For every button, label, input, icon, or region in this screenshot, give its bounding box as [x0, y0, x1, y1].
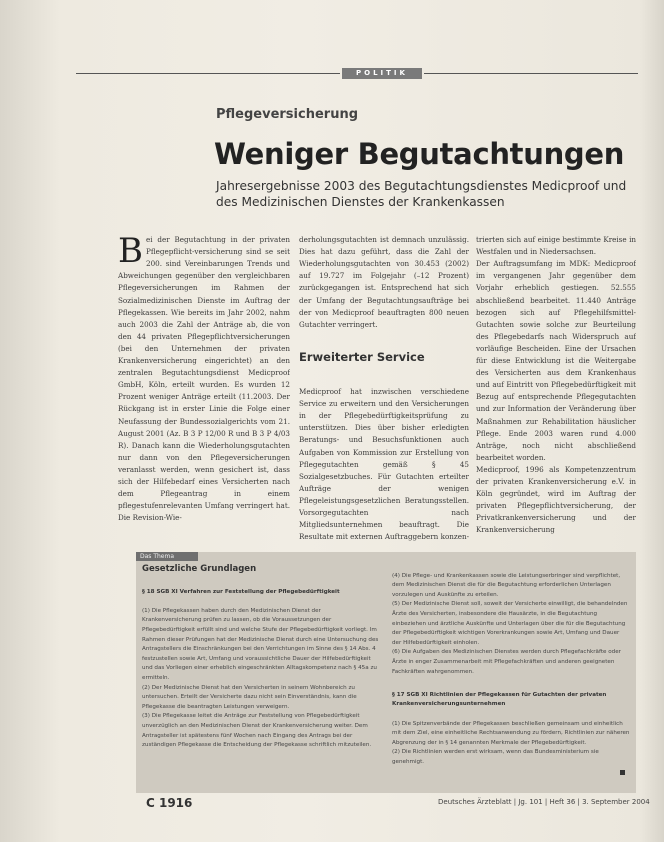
- body-column-2b: [299, 374, 469, 544]
- journal-footer: Deutsches Ärzteblatt | Jg. 101 | Heft 36 | 3. September 2004: [438, 798, 650, 806]
- info-box-title: Gesetzliche Grundlagen: [142, 564, 257, 574]
- info-box-right: [392, 562, 630, 788]
- article-deck: Jahresergebnisse 2003 des Begutachtungsdienstes Medicproof und des Medizinischen Dienstes der Krankenkassen: [216, 179, 627, 209]
- header-rule-right: [424, 73, 638, 74]
- body-text-2: derholungsgutachten ist demnach unzulässig. Dies hat dazu geführt, dass die Zahl der Wiederholungsgutachten von 30.453 (2002) auf 19.727 im Folgejahr (–12 Prozent) zurückgegangen ist. Entsprechend hat sich der Umfang der Begutachtungsaufträge bei der von Medicproof beauftragten 800 neuen Gutachter verringert.: [299, 235, 469, 329]
- section-subhead: Erweiterter Service: [299, 350, 425, 364]
- header-rule: [76, 73, 340, 74]
- article-kicker: Pflegeversicherung: [216, 107, 359, 122]
- info-box-tag: Das Thema: [136, 552, 198, 561]
- info-box-right-text: (4) Die Pflege- und Krankenkassen sowie die Leistungserbringer sind verpflichtet, dem Medizinischen Dienst die für die Begutachtung erforderlichen Unterlagen vorzulegen und Auskünfte zu erteilen. (5) Der Medizinische Dienst soll, soweit der Versicherte einwilligt, die behandelnden Ärzte des Versicherten, insbesondere die Hausärzte, in die Begutachtung einbeziehen und ärztliche Auskünfte und Unterlagen über die für die Begutachtung der Pflegebedürftigkeit wichtigen Vorerkrankungen sowie Art, Umfang und Dauer der Hilfebedürftigkeit einholen. (6) Die Aufgaben des Medizinischen Dienstes werden durch Pflegefachkräfte oder Ärzte in enger Zusammenarbeit mit Pflegefachkräften und anderen geeigneten Fachkräften wahrgenommen.: [392, 572, 628, 675]
- end-mark: [620, 770, 625, 775]
- info-box-left-text: (1) Die Pflegekassen haben durch den Medizinischen Dienst der Krankenversicherung prüfen zu lassen, ob die Voraussetzungen der Pflegebedürftigkeit erfüllt sind und welche Stufe der Pflegebedürftigkeit vorliegt. Im Rahmen dieser Prüfungen hat der Medizinische Dienst durch eine Untersuchung des Antragstellers die Einschränkungen bei den Verrichtungen im Sinne des § 14 Abs. 4 festzustellen sowie Art, Umfang und voraussichtliche Dauer der Hilfebedürftigkeit und das Vorliegen einer erheblich eingeschränkten Alltagskompetenz nach § 45a zu ermitteln. (2) Der Medizinische Dienst hat den Versicherten in seinem Wohnbereich zu untersuchen. Erteilt der Versicherte dazu nicht sein Einverständnis, kann die Pflegekasse die beantragten Leistungen verweigern. (3) Die Pflegekasse leitet die Anträge zur Feststellung von Pflegebedürftigkeit unverzüglich an den Medizinischen Dienst der Krankenversicherung weiter. Dem Antragsteller ist spätestens fünf Wochen nach Eingang des Antrags bei der zuständigen Pflegekasse die Entscheidung der Pflegekasse schriftlich mitzuteilen.: [142, 607, 379, 749]
- info-box-left: [142, 578, 382, 788]
- body-column-2: [299, 222, 469, 344]
- article-headline: Weniger Begutachtungen: [214, 137, 625, 171]
- info-box-right-head: § 17 SGB XI Richtlinien der Pflegekassen für Gutachten der privaten Krankenversicherungsunternehmen: [392, 691, 607, 708]
- info-box-left-head: § 18 SGB XI Verfahren zur Feststellung der Pflegebedürftigkeit: [142, 588, 340, 595]
- body-column-1: [118, 222, 290, 544]
- section-label: POLITIK: [342, 68, 422, 79]
- body-text-2b: Medicproof hat inzwischen verschiedene Service zu erweitern und den Versicherungen in der Pflegebedürftigkeitsprüfung zu unterstützen. Dies über bisher erledigten Beratungs- und Besuchsfunktionen auch Aufgaben von Kommission zur Erstellung von Pflegegutachten gemäß § 45 Sozialgesetzbuches. Für Gutachten erteilter Aufträge der wenigen Pflegeleistungsgesetzlichen Beratungsstellen. Vorsorgegutachten nach Mitgliedsunternehmen beauftragt. Die Resultate mit externen Auftraggebern konzen-: [299, 387, 469, 542]
- info-box-right-text-2: (1) Die Spitzenverbände der Pflegekassen beschließen gemeinsam und einheitlich mit dem Ziel, eine einheitliche Rechtsanwendung zu fördern, Richtlinien zur näheren Abgrenzung der in § 14 genannten Merkmale der Pflegebedürftigkeit. (2) Die Richtlinien werden erst wirksam, wenn das Bundesministerium sie genehmigt.: [392, 720, 630, 765]
- body-text-1: ei der Begutachtung in der privaten Pflegepflicht-versicherung sind se seit 200. sind Vereinbarungen Trends und Abweichungen gegenüber den vergleichbaren Pflegeversicherungen im Rahmen der Sozialmedizinischen Dienste im Auftrag der Pflegekassen. Wie bereits im Jahr 2002, nahm auch 2003 die Zahl der Anträge ab, die von den 44 privaten Pflegepflichtversicherungen (bei den Unternehmen der privaten Krankenversicherung eingerichtet) an den zentralen Begutachtungsdienst Medicproof GmbH, Köln, erteilt wurden. Es wurden 12 Prozent weniger Anträge erteilt (11.2003. Der Rückgang ist in erster Linie die Folge einer Neufassung der Bundessozialgerichts vom 21. August 2001 (Az. B 3 P 12/00 R und B 3 P 4/03 R). Danach kann die Wiederholungsgutachten nur dann von den Pflegeversicherungen veranlasst werden, wenn gesichert ist, dass sich der Hilfebedarf eines Versicherten nach dem Pflegeantrag in einem pflegestufenrelevanten Umfang verringert hat. Die Revision-Wie-: [118, 235, 290, 523]
- drop-cap: B: [118, 231, 143, 272]
- page-number: C 1916: [146, 796, 193, 810]
- body-column-3: [476, 222, 636, 544]
- body-text-3: trierten sich auf einige bestimmte Kreise in Westfalen und in Niedersachsen. Der Auftragsumfang im MDK: Medicproof im vergangenen Jahr gegenüber dem Vorjahr erheblich gestiegen. 52.555 abschließend bearbeitet. 11.440 Anträge bezogen sich auf Pflegehilfsmittel-Gutachten sowie solche zur Beurteilung des Pflegebedarfs nach Widerspruch auf vorläufige Bescheiden. Eine der Ursachen für diese Entwicklung ist die Weitergabe des Versicherten aus dem Krankenhaus und auf Eintritt von Pflegebedürftigkeit mit Bezug auf entsprechende Pflegegutachten und zur Information der Veränderung über Maßnahmen zur Rehabilitation häuslicher Pflege. Ende 2003 waren rund 4.000 Anträge, noch nicht abschließend bearbeitet worden. Medicproof, 1996 als Kompetenzzentrum der privaten Krankenversicherung e.V. in Köln gegründet, wird im Auftrag der privaten Pflegepflichtversicherung, der Privatkrankenversicherung und der Krankenversicherung: [476, 235, 636, 535]
